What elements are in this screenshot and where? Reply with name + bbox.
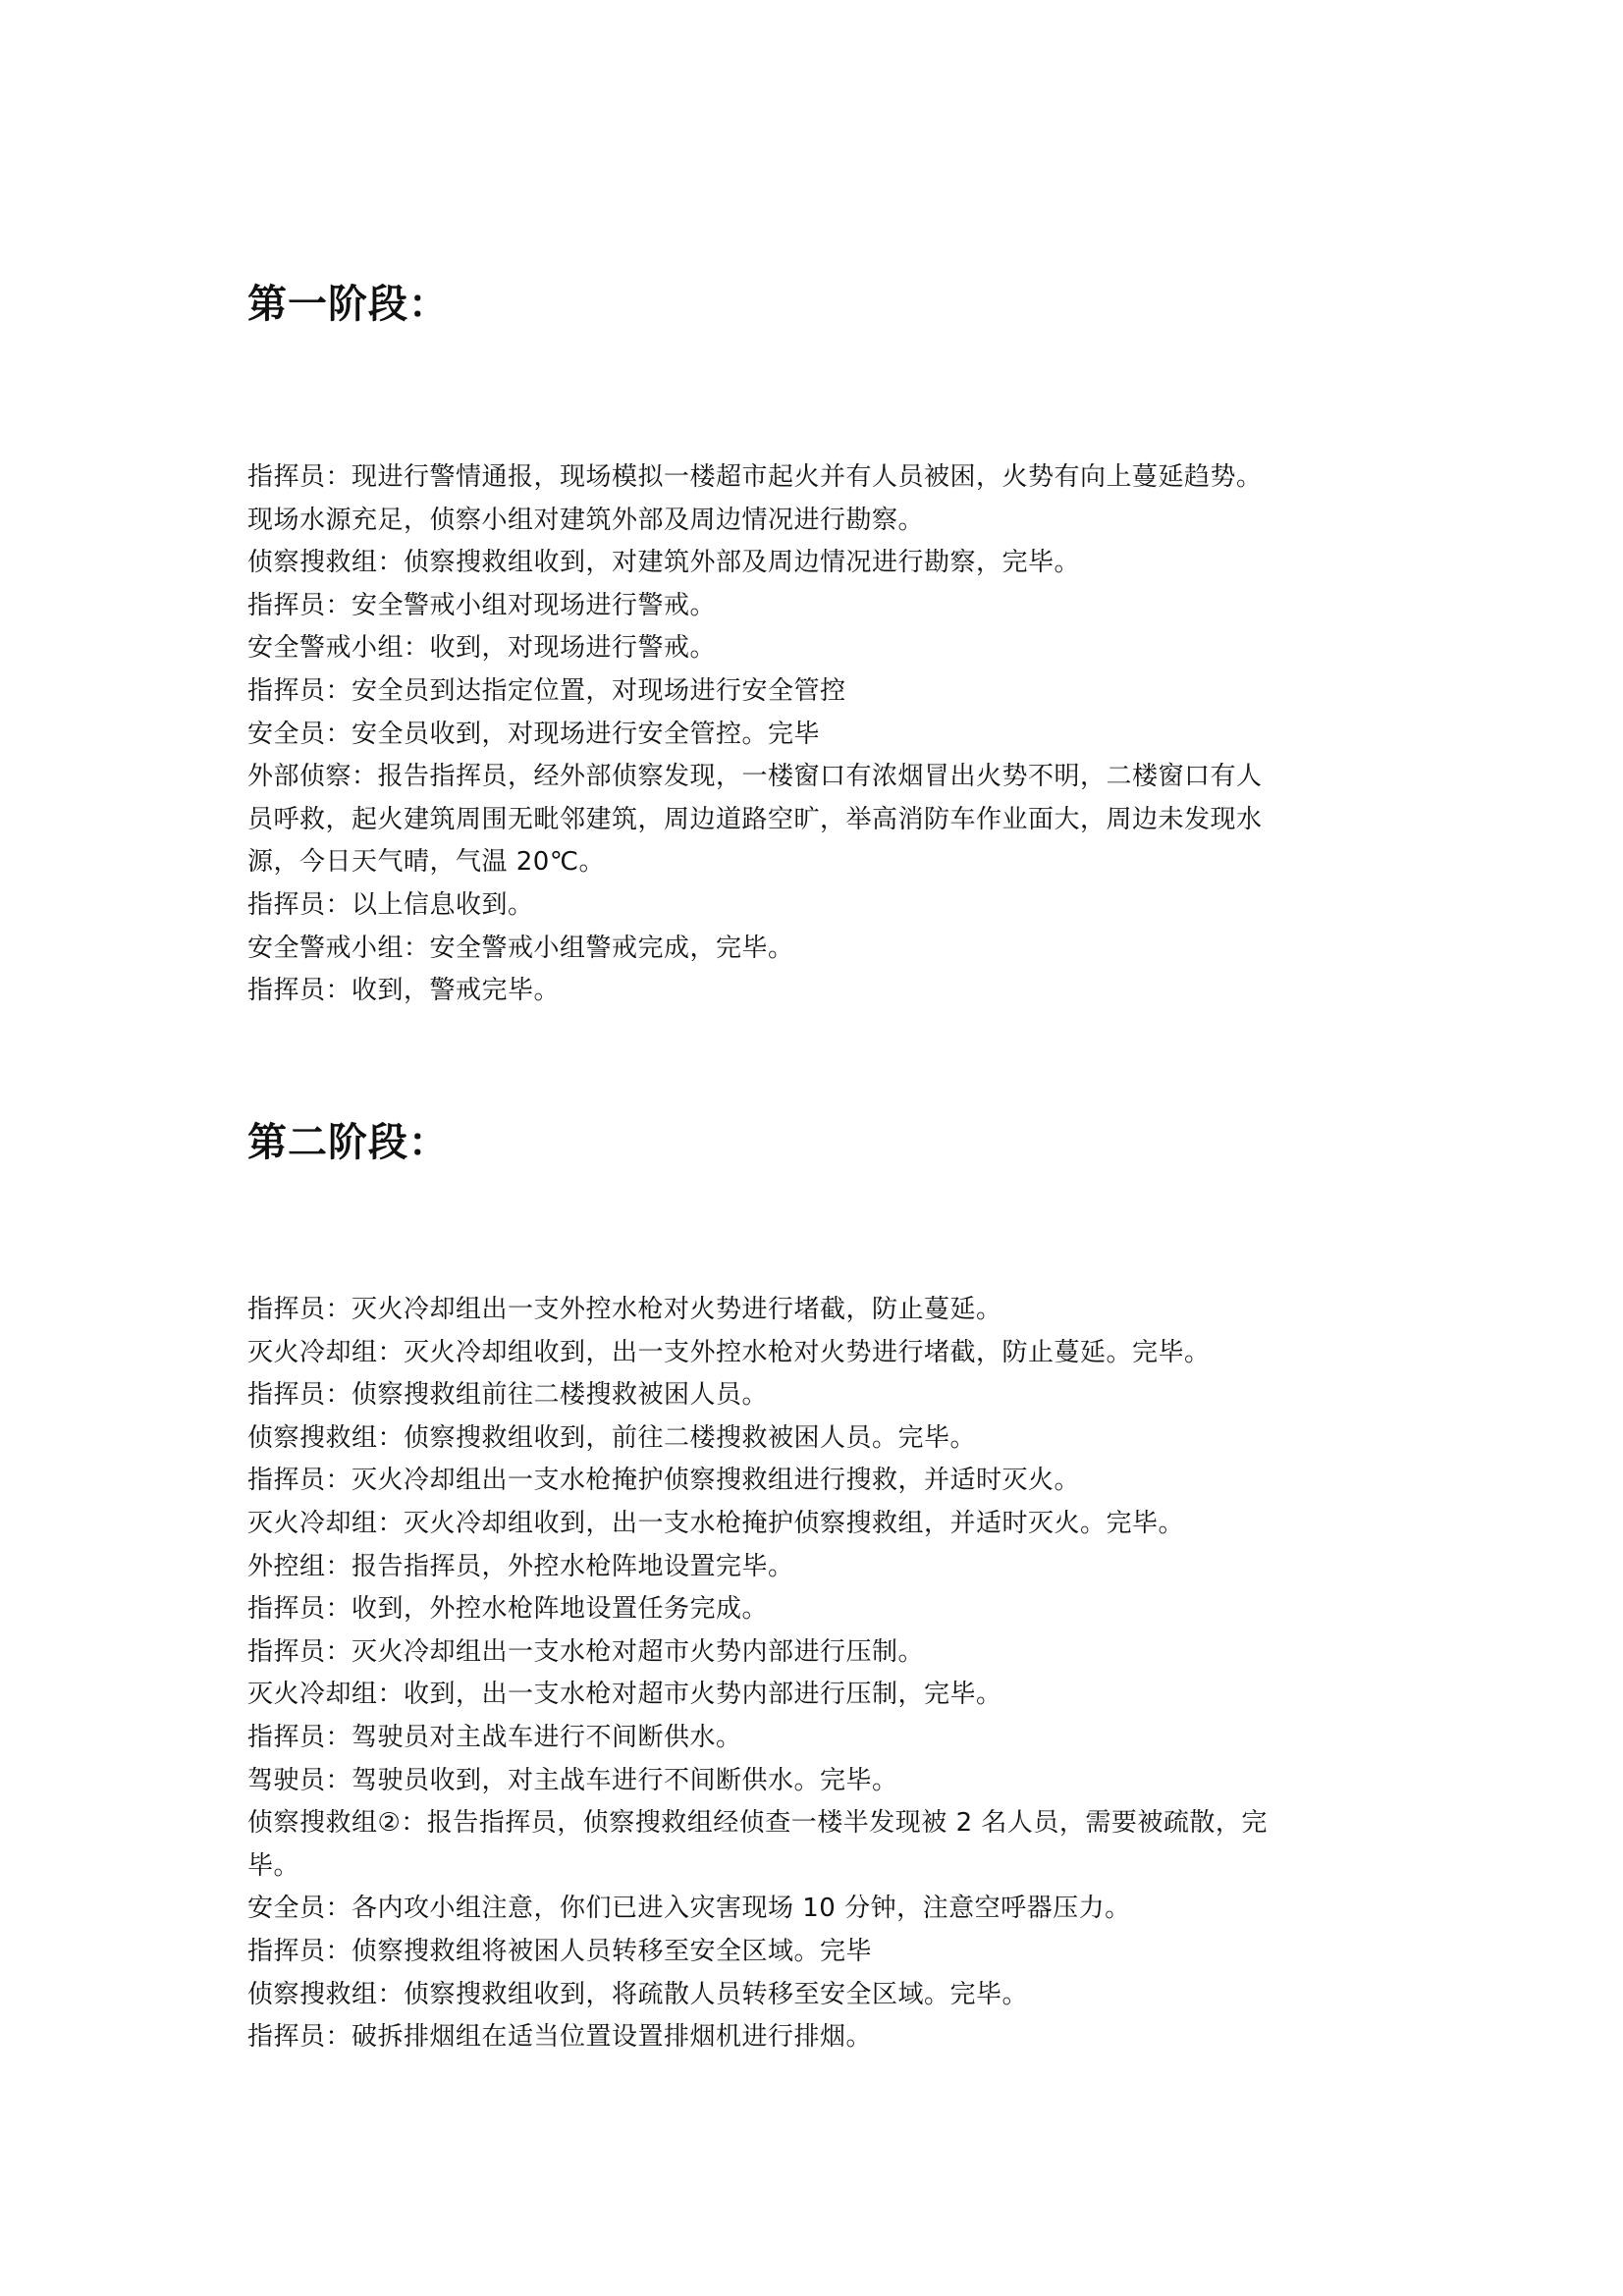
dialogue-line: 指挥员：灭火冷却组出一支水枪掩护侦察搜救组进行搜救，并适时灭火。 bbox=[247, 1466, 1081, 1496]
dialogue-line: 侦察搜救组：侦察搜救组收到，前往二楼搜救被困人员。完毕。 bbox=[247, 1422, 977, 1453]
dialogue-line: 安全警戒小组：安全警戒小组警戒完成，完毕。 bbox=[247, 933, 794, 963]
dialogue-line: 外部侦察：报告指挥员，经外部侦察发现，一楼窗口有浓烟冒出火势不明，二楼窗口有人 bbox=[247, 762, 1263, 792]
dialogue-line: 指挥员：侦察搜救组前往二楼搜救被困人员。 bbox=[247, 1380, 769, 1411]
dialogue-line: 指挥员：收到，警戒完毕。 bbox=[247, 976, 561, 1006]
dialogue-line: 安全员：各内攻小组注意，你们已进入灾害现场 10 分钟，注意空呼器压力。 bbox=[247, 1894, 1131, 1924]
dialogue-line: 指挥员：侦察搜救组将被困人员转移至安全区域。完毕 bbox=[247, 1936, 873, 1966]
stage-1-section bbox=[247, 456, 1386, 1013]
dialogue-line: 指挥员：灭火冷却组出一支水枪对超市火势内部进行压制。 bbox=[247, 1636, 925, 1667]
dialogue-line: 侦察搜救组②：报告指挥员，侦察搜救组经侦查一楼半发现被 2 名人员，需要被疏散，完 bbox=[247, 1808, 1268, 1839]
dialogue-line: 毕。 bbox=[247, 1850, 300, 1881]
dialogue-line: 驾驶员：驾驶员收到，对主战车进行不间断供水。完毕。 bbox=[247, 1765, 898, 1795]
dialogue-line: 员呼救，起火建筑周围无毗邻建筑，周边道路空旷，举高消防车作业面大，周边未发现水 bbox=[247, 804, 1263, 834]
dialogue-line: 安全员：安全员收到，对现场进行安全管控。完毕 bbox=[247, 719, 821, 749]
dialogue-line: 指挥员：以上信息收到。 bbox=[247, 889, 534, 920]
dialogue-line: 现场水源充足，侦察小组对建筑外部及周边情况进行勘察。 bbox=[247, 505, 925, 535]
dialogue-line: 指挥员：驾驶员对主战车进行不间断供水。 bbox=[247, 1722, 742, 1752]
dialogue-line: 源，今日天气晴，气温 20℃。 bbox=[247, 847, 606, 878]
dialogue-line: 指挥员：破拆排烟组在适当位置设置排烟机进行排烟。 bbox=[247, 2022, 873, 2053]
dialogue-line: 侦察搜救组：侦察搜救组收到，将疏散人员转移至安全区域。完毕。 bbox=[247, 1979, 1029, 2009]
stage-2-heading: 第二阶段： bbox=[247, 1120, 449, 1165]
dialogue-line: 灭火冷却组：灭火冷却组收到，出一支外控水枪对火势进行堵截，防止蔓延。完毕。 bbox=[247, 1337, 1211, 1367]
stage-1-heading: 第一阶段： bbox=[247, 282, 449, 327]
dialogue-line: 指挥员：安全员到达指定位置，对现场进行安全管控 bbox=[247, 675, 846, 706]
dialogue-line: 指挥员：安全警戒小组对现场进行警戒。 bbox=[247, 590, 717, 620]
dialogue-line: 外控组：报告指挥员，外控水枪阵地设置完毕。 bbox=[247, 1551, 794, 1581]
dialogue-line: 灭火冷却组：灭火冷却组收到，出一支水枪掩护侦察搜救组，并适时灭火。完毕。 bbox=[247, 1508, 1185, 1538]
dialogue-line: 指挥员：现进行警情通报，现场模拟一楼超市起火并有人员被困，火势有向上蔓延趋势。 bbox=[247, 462, 1263, 492]
stage-2-section bbox=[247, 1289, 1386, 2059]
dialogue-line: 侦察搜救组：侦察搜救组收到，对建筑外部及周边情况进行勘察，完毕。 bbox=[247, 548, 1081, 578]
dialogue-line: 安全警戒小组：收到，对现场进行警戒。 bbox=[247, 633, 717, 664]
dialogue-line: 灭火冷却组：收到，出一支水枪对超市火势内部进行压制，完毕。 bbox=[247, 1680, 1002, 1710]
dialogue-line: 指挥员：收到，外控水枪阵地设置任务完成。 bbox=[247, 1594, 769, 1625]
dialogue-line: 指挥员：灭火冷却组出一支外控水枪对火势进行堵截，防止蔓延。 bbox=[247, 1295, 1002, 1324]
